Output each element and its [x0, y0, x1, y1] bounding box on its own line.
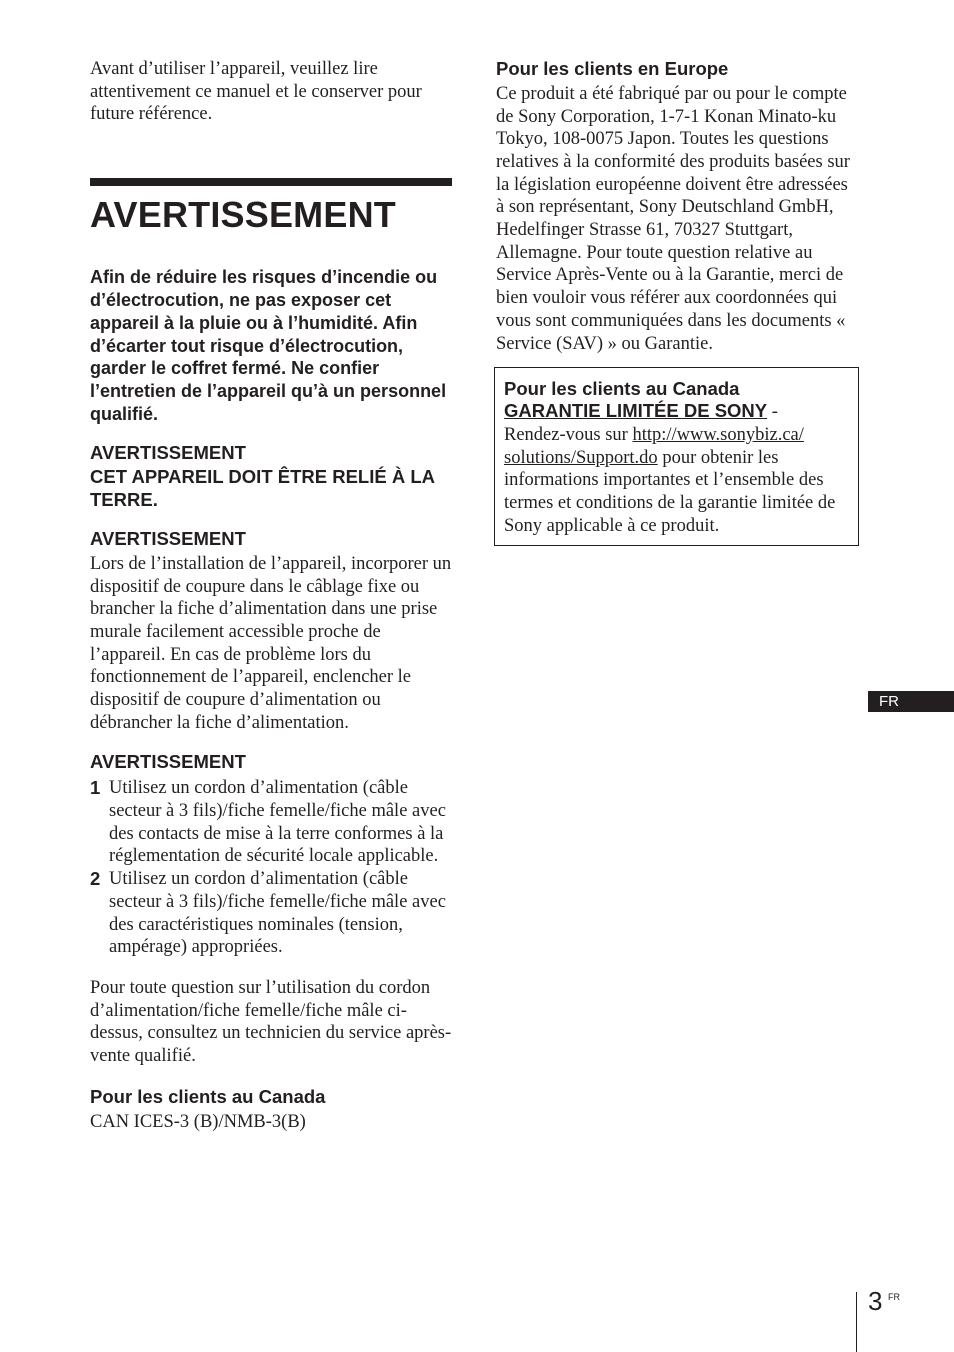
section2-body: Lors de l’installation de l’appareil, incorporer un dispositif de coupure dans le câblage fixe ou brancher la fiche d’alimentation dans une prise murale facilement accessible proche de l’appareil. En cas de problème lors du fonctionnement de l’appareil, enclencher le dispositif de coupure d’alimentation ou débrancher la fiche d’alimentation. — [90, 553, 452, 733]
section3-heading: AVERTISSEMENT — [90, 750, 246, 772]
warranty-dash: - — [767, 402, 778, 423]
list-item-number: 2 — [90, 868, 101, 890]
canada-heading: Pour les clients au Canada — [90, 1085, 326, 1107]
power-cord-list — [90, 777, 452, 959]
list-item — [90, 777, 452, 868]
right-column — [496, 58, 858, 546]
canada-body: CAN ICES-3 (B)/NMB-3(B) — [90, 1111, 306, 1132]
warranty-trail: pour obtenir les informations importantes et l’ensemble des termes et conditions de la garantie limitée de Sony applicable à ce produit. — [504, 447, 836, 536]
canada-warranty-box — [494, 367, 859, 546]
section3-after-paragraph: Pour toute question sur l’utilisation du cordon d’alimentation/fiche femelle/fiche mâle ci-dessus, consultez un technicien du service après-vente qualifié. — [90, 977, 452, 1067]
europe-heading: Pour les clients en Europe — [496, 58, 729, 79]
europe-body: Ce produit a été fabriqué par ou pour le compte de Sony Corporation, 1-7-1 Konan Minato-ku Tokyo, 108-0075 Japon. Toutes les questions relatives à la conformité des produits basées sur la législation européenne doivent être adressées à son représentant, Sony Deutschland GmbH, Hedelfinger Strasse 61, 70327 Stuttgart, Allemagne. Pour toute question relative au Service Après-Vente ou à la Garantie, merci de bien vouloir vous référer aux coordonnées qui vous sont communiquées dans les documents « Service (SAV) » ou Garantie. — [496, 83, 850, 354]
title-rule — [90, 178, 452, 186]
warranty-lead: Rendez-vous sur — [504, 424, 633, 445]
fire-shock-warning: Afin de réduire les risques d’incendie ou d’électrocution, ne pas exposer cet appareil à la pluie ou à l’humidité. Afin d’écarter tout risque d’électrocution, garder le coffret fermé. Ne confier l’entretien de l’appareil qu’à un personnel qualifié. — [90, 267, 447, 424]
language-tab — [868, 691, 954, 712]
intro-paragraph: Avant d’utiliser l’appareil, veuillez lire attentivement ce manuel et le conserver pour future référence. — [90, 59, 422, 125]
page-title: AVERTISSEMENT — [90, 194, 396, 236]
support-link-line1: http://www.sonybiz.ca/ — [632, 424, 804, 445]
canada-box-body — [504, 400, 852, 537]
list-item-text: Utilisez un cordon d’alimentation (câble secteur à 3 fils)/fiche femelle/fiche mâle avec des contacts de mise à la terre conformes à la réglementation de sécurité locale applicable. — [109, 778, 446, 867]
section2-heading: AVERTISSEMENT — [90, 528, 246, 550]
page-language-code: FR — [888, 1292, 900, 1302]
page-number: 3 — [868, 1286, 883, 1316]
left-column — [90, 58, 452, 1133]
list-item-number: 1 — [90, 777, 101, 799]
list-item — [90, 868, 452, 959]
section1-heading: AVERTISSEMENT — [90, 441, 246, 463]
page-number-rule — [856, 1292, 857, 1352]
section1-subheading: CET APPAREIL DOIT ÊTRE RELIÉ À LA TERRE. — [90, 466, 435, 511]
canada-box-heading: Pour les clients au Canada — [504, 378, 740, 400]
support-link-line2: solutions/Support.do — [504, 447, 658, 468]
language-tab-label: FR — [879, 693, 899, 710]
list-item-text: Utilisez un cordon d’alimentation (câble secteur à 3 fils)/fiche femelle/fiche mâle avec des caractéristiques nominales (tension, ampérage) appropriées. — [109, 869, 446, 958]
warranty-title: GARANTIE LIMITÉE DE SONY — [504, 400, 768, 422]
